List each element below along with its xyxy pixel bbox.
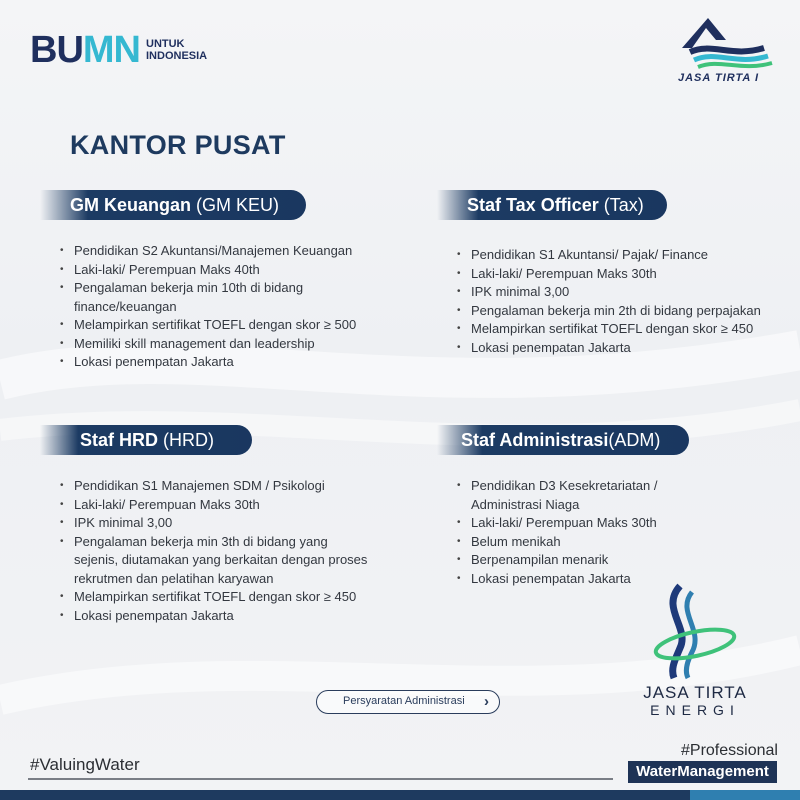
persyaratan-administrasi-label: Persyaratan Administrasi <box>343 695 465 707</box>
list-item: • Lokasi penempatan Jakarta <box>457 570 677 589</box>
jte-line2: ENERGI <box>650 702 740 718</box>
list-item: • Berpenampilan menarik <box>457 551 677 570</box>
list-item: • Laki-laki/ Perempuan Maks 30th <box>457 514 677 533</box>
list-item: • IPK minimal 3,00 <box>60 514 380 533</box>
requirements-list-staf-hrd <box>60 477 380 625</box>
position-title-staf-hrd <box>40 425 252 455</box>
page-title: KANTOR PUSAT <box>70 130 286 160</box>
list-item: • Laki-laki/ Perempuan Maks 40th <box>60 261 380 280</box>
list-item: • Laki-laki/ Perempuan Maks 30th <box>457 265 787 284</box>
list-item: • Pendidikan D3 Kesekretariatan / Administrasi Niaga <box>457 477 672 514</box>
bumn-mark-light: MN <box>82 29 140 71</box>
list-item: • Pendidikan S1 Manajemen SDM / Psikologi <box>60 477 380 496</box>
bumn-logo <box>30 30 207 70</box>
list-item: • Pengalaman bekerja min 3th di bidang yang sejenis, diutamakan yang berkaitan dengan proses rekrutmen dan pelatihan karyawan <box>60 533 375 589</box>
hashtag-professional: #Professional <box>681 742 778 759</box>
list-item: • Melampirkan sertifikat TOEFL dengan skor ≥ 450 <box>457 320 787 339</box>
footer-divider <box>28 778 613 780</box>
position-title-text: Staf Administrasi <box>461 430 609 450</box>
bumn-logo-mark <box>30 30 140 70</box>
position-title-staf-tax-officer <box>437 190 667 220</box>
bumn-sub-line1: UNTUK <box>146 38 185 50</box>
list-item: • Melampirkan sertifikat TOEFL dengan skor ≥ 450 <box>60 588 380 607</box>
bottom-bar-accent <box>690 790 800 800</box>
persyaratan-administrasi-button[interactable] <box>316 690 500 714</box>
jasa-tirta-energi-logo-icon <box>650 578 740 688</box>
position-code: (ADM) <box>608 430 661 450</box>
position-title-text: Staf Tax Officer <box>467 195 599 215</box>
list-item: • Laki-laki/ Perempuan Maks 30th <box>60 496 380 515</box>
position-title-text: GM Keuangan <box>70 195 192 215</box>
list-item: • Lokasi penempatan Jakarta <box>60 607 380 626</box>
bottom-bar <box>0 790 800 800</box>
jasa-tirta-1-text: JASA TIRTA I <box>678 72 760 84</box>
hashtag-valuing-water: #ValuingWater <box>30 755 140 774</box>
position-title-text: Staf HRD <box>80 430 159 450</box>
list-item: • Pengalaman bekerja min 2th di bidang perpajakan <box>457 302 787 321</box>
jte-line1: JASA TIRTA <box>643 683 747 702</box>
position-code: (GM KEU) <box>196 195 280 215</box>
list-item: • Lokasi penempatan Jakarta <box>457 339 787 358</box>
requirements-list-staf-tax-officer <box>457 246 787 357</box>
list-item: • Pendidikan S2 Akuntansi/Manajemen Keuangan <box>60 242 380 261</box>
requirements-list-gm-keuangan <box>60 242 380 372</box>
list-item: • Pendidikan S1 Akuntansi/ Pajak/ Finance <box>457 246 787 265</box>
hashtag-water-management: WaterManagement <box>628 761 777 783</box>
bumn-mark-dark: BU <box>30 29 83 71</box>
list-item: • Memiliki skill management dan leadership <box>60 335 380 354</box>
bumn-sub-line2: INDONESIA <box>146 50 208 62</box>
list-item: • Lokasi penempatan Jakarta <box>60 353 380 372</box>
chevron-right-icon: › <box>484 693 489 710</box>
jasa-tirta-energi-text <box>630 684 760 718</box>
requirements-list-staf-administrasi <box>457 477 677 588</box>
list-item: • Melampirkan sertifikat TOEFL dengan skor ≥ 500 <box>60 316 380 335</box>
position-code: (Tax) <box>603 195 644 215</box>
list-item: • Pengalaman bekerja min 10th di bidang finance/keuangan <box>60 279 320 316</box>
list-item: • IPK minimal 3,00 <box>457 283 787 302</box>
bumn-logo-subtitle <box>146 38 207 62</box>
position-title-gm-keuangan <box>40 190 306 220</box>
position-code: (HRD) <box>163 430 215 450</box>
position-title-staf-administrasi <box>437 425 689 455</box>
list-item: • Belum menikah <box>457 533 677 552</box>
